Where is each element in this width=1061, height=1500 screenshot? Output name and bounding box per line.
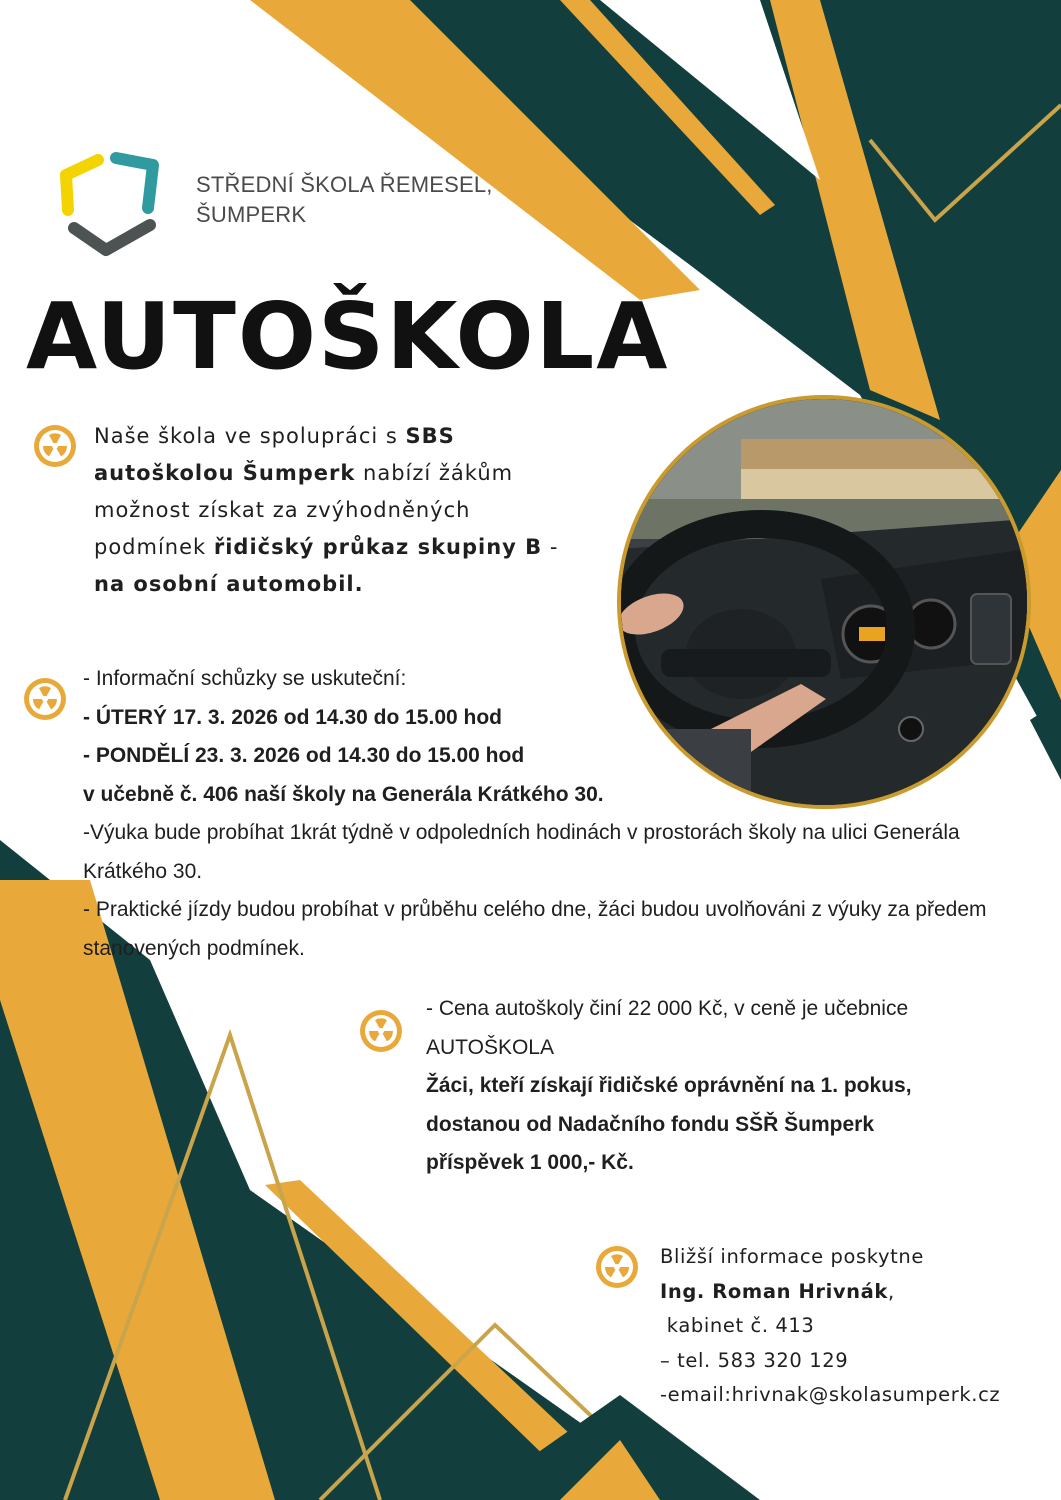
contact-section: Bližší informace poskytne Ing. Roman Hrivnák, kabinet č. 413 – tel. 583 320 129 -email:hrivnak@skolasumperk.cz [660,1240,1060,1413]
price-section [426,990,1026,1183]
intro-bold-autoskola: autoškolou Šumperk [94,461,356,485]
contact-name: Ing. Roman Hrivnák [660,1279,888,1303]
intro-bold-sbs: SBS [405,424,455,448]
intro-bold-car: na osobní automobil. [94,572,364,596]
trefoil-bullet-icon [32,423,78,469]
price-line: - Cena autoškoly činí 22 000 Kč, v ceně je učebnice [426,997,909,1020]
trefoil-bullet-icon [594,1244,640,1290]
meetings-section [83,660,1023,968]
school-name-line2: ŠUMPERK [196,202,307,227]
page-title: AUTOŠKOLA [26,283,670,390]
bonus-line-1: Žáci, kteří získají řidičské oprávnění na 1. pokus, [426,1074,912,1097]
meeting-place: v učebně č. 406 naší školy na Generála Krátkého 30. [83,782,604,806]
school-name [196,170,493,230]
price-book: AUTOŠKOLA [426,1035,554,1059]
bonus-line-3: příspěvek 1 000,- Kč. [426,1151,634,1174]
teaching-info: -Výuka bude probíhat 1krát týdně v odpoledních hodinách v prostorách školy na ulici Generála Krátkého 30. [83,821,960,883]
practice-info: - Praktické jízdy budou probíhat v průběhu celého dne, žáci budou uvolňováni z výuky za předem stanovených podmínek. [83,898,987,960]
trefoil-bullet-icon [22,676,68,722]
school-name-line1: STŘEDNÍ ŠKOLA ŘEMESEL, [196,172,493,197]
intro-bold-license: řidičský průkaz skupiny B [213,535,543,559]
contact-intro: Bližší informace poskytne [660,1245,924,1268]
meeting-date-2: - PONDĚLÍ 23. 3. 2026 od 14.30 do 15.00 hod [83,744,525,767]
school-logo-icon [58,150,168,265]
contact-phone: – tel. 583 320 129 [660,1348,849,1372]
contact-email[interactable]: -email:hrivnak@skolasumperk.cz [660,1383,1001,1406]
trefoil-bullet-icon [358,1008,404,1054]
meetings-heading: - Informační schůzky se uskuteční: [83,667,407,690]
contact-office: kabinet č. 413 [660,1314,815,1337]
meeting-date-1: - ÚTERÝ 17. 3. 2026 od 14.30 do 15.00 hod [83,705,502,729]
intro-text: Naše škola ve spolupráci s SBS autoškolou Šumperk nabízí žákům možnost získat za zvýhodněných podmínek řidičský průkaz skupiny B - na osobní automobil. [94,424,559,596]
bonus-line-2: dostanou od Nadačního fondu SŠŘ Šumperk [426,1112,875,1136]
